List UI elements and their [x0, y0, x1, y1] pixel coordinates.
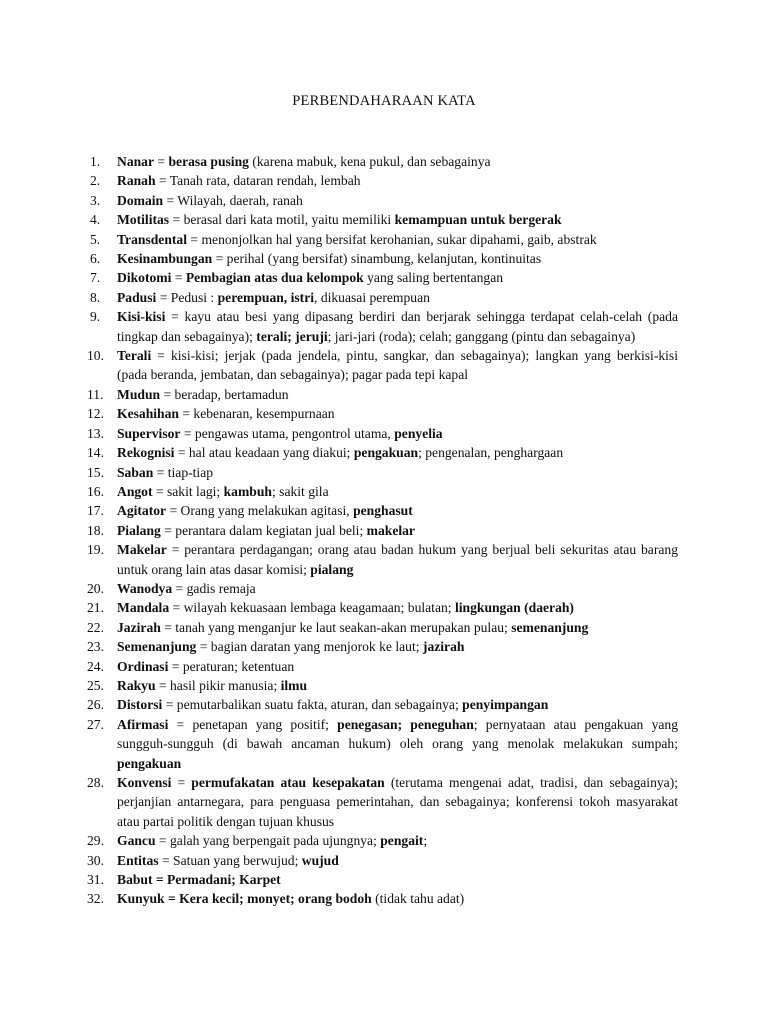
definition-text: = wilayah kekuasaan lembaga keagamaan; bulatan;: [169, 600, 455, 616]
definition-text: ;: [423, 833, 428, 849]
list-item: [90, 307, 678, 346]
bold-term: Domain: [117, 192, 164, 208]
definition-text: = tiap-tiap: [153, 464, 214, 480]
bold-term: penegasan; peneguhan: [337, 716, 474, 732]
item-number: 18.: [87, 522, 104, 538]
bold-term: Transdental: [117, 231, 187, 247]
bold-term: Supervisor: [117, 425, 181, 441]
bold-term: Ranah: [117, 173, 156, 189]
list-item: [87, 773, 679, 831]
item-number: 12.: [87, 406, 104, 422]
bold-term: Terali: [117, 348, 152, 364]
definition-text: ; pengenalan, penghargaan: [418, 445, 564, 461]
bold-term: Saban: [117, 464, 154, 480]
list-item: [90, 288, 678, 307]
bold-term: pialang: [310, 561, 354, 577]
item-number: 4.: [90, 212, 101, 228]
definition-text: (terutama mengenai adat, tradisi, dan sebagainya); perjanjian antarnegara, para penguasa pemerintahan, dan sebagainya; konferensi tokoh masyarakat atau partai politik dengan tujuan khusus: [117, 775, 679, 829]
list-item: [87, 463, 678, 482]
definition-text: = berasal dari kata motil, yaitu memiliki: [169, 212, 395, 228]
bold-term: Makelar: [117, 542, 167, 558]
item-number: 20.: [87, 580, 104, 596]
bold-term: wujud: [301, 852, 339, 868]
definition-text: =: [171, 775, 192, 790]
list-item: [87, 870, 678, 889]
definition-text: =: [154, 154, 169, 169]
item-number: 11.: [87, 386, 104, 402]
item-number: 1.: [90, 154, 101, 169]
list-item: [87, 579, 678, 598]
list-item: [90, 249, 678, 268]
vocabulary-list: [87, 152, 679, 909]
definition-text: (tidak tahu adat): [371, 891, 465, 907]
bold-term: pengakuan: [353, 445, 419, 461]
bold-term: Pialang: [117, 522, 161, 538]
bold-term: Angot: [117, 483, 153, 499]
list-item: [87, 598, 678, 617]
definition-text: = perihal (yang bersifat) sinambung, kelanjutan, kontinuitas: [212, 251, 542, 267]
item-number: 14.: [87, 445, 104, 461]
bold-term: Gancu: [117, 833, 156, 849]
item-number: 23.: [87, 639, 104, 655]
list-item: [87, 889, 678, 908]
bold-term: lingkungan (daerah): [454, 600, 574, 616]
bold-term: Rekognisi: [117, 445, 175, 461]
item-number: 24.: [87, 658, 104, 674]
definition-text: = pemutarbalikan suatu fakta, aturan, dan sebagainya;: [162, 697, 463, 713]
list-item: [87, 637, 678, 656]
definition-text: ; pernyataan atau pengakuan yang sungguh-sungguh (di bawah ancaman hukum) oleh orang yang menolak melakukan sumpah;: [117, 716, 678, 752]
list-item: [87, 443, 678, 462]
bold-term: Ordinasi: [117, 658, 169, 674]
bold-term: terali; jeruji: [256, 328, 328, 344]
definition-text: = Orang yang melakukan agitasi,: [166, 503, 354, 519]
item-number: 29.: [87, 833, 104, 849]
definition-text: = Tanah rata, dataran rendah, lembah: [155, 173, 361, 189]
list-item: [87, 657, 678, 676]
item-number: 26.: [87, 697, 104, 713]
definition-text: = Satuan yang berwujud;: [158, 852, 302, 868]
item-number: 15.: [87, 464, 104, 480]
item-number: 32.: [87, 891, 104, 907]
item-number: 30.: [87, 852, 104, 868]
item-number: 8.: [90, 289, 101, 305]
bold-term: Rakyu: [117, 677, 156, 693]
bold-term: pengait: [380, 833, 424, 849]
item-number: 27.: [87, 716, 104, 732]
bold-term: penyimpangan: [462, 697, 549, 713]
definition-text: = penetapan yang positif;: [168, 716, 338, 732]
definition-text: =: [171, 270, 186, 286]
definition-text: = hal atau keadaan yang diakui;: [174, 445, 354, 461]
bold-term: Nanar: [117, 154, 155, 169]
definition-text: = pengawas utama, pengontrol utama,: [180, 425, 395, 441]
list-item: [87, 482, 678, 501]
bold-term: pengakuan: [117, 755, 182, 771]
list-item: [87, 851, 678, 870]
list-item: [90, 230, 678, 249]
definition-text: = kebenaran, kesempurnaan: [178, 406, 335, 422]
bold-term: Afirmasi: [117, 716, 169, 732]
bold-term: Dikotomi: [117, 270, 172, 286]
bold-term: Kunyuk = Kera kecil; monyet; orang bodoh: [117, 891, 372, 907]
definition-text: ; sakit gila: [271, 483, 329, 499]
list-item: [87, 618, 678, 637]
definition-text: = kayu atau besi yang dipasang berdiri dan berjarak sehingga terdapat celah-celah (pada tingkap dan sebagainya);: [117, 309, 678, 344]
item-number: 5.: [90, 231, 101, 247]
bold-term: Semenanjung: [117, 639, 197, 655]
definition-text: = Pedusi :: [156, 289, 218, 305]
item-number: 21.: [87, 600, 104, 616]
list-item: [87, 501, 678, 520]
bold-term: berasa pusing: [168, 154, 249, 169]
bold-term: semenanjung: [511, 619, 589, 635]
definition-text: ; jari-jari (roda); celah; ganggang (pintu dan sebagainya): [327, 328, 636, 344]
definition-text: = gadis remaja: [172, 580, 256, 596]
bold-term: Konvensi: [117, 775, 172, 790]
bold-term: Wanodya: [117, 580, 173, 596]
bold-term: makelar: [366, 522, 415, 538]
bold-term: permufakatan atau kesepakatan: [191, 775, 385, 790]
bold-term: penyelia: [394, 425, 443, 441]
bold-term: Entitas: [117, 852, 159, 868]
bold-term: Distorsi: [117, 697, 163, 713]
list-item: [87, 424, 678, 443]
definition-text: = tanah yang menganjur ke laut seakan-akan merupakan pulau;: [160, 619, 512, 635]
list-item: [87, 695, 678, 714]
definition-text: = Wilayah, daerah, ranah: [163, 192, 303, 208]
item-number: 28.: [87, 775, 104, 790]
bold-term: Mandala: [117, 600, 170, 616]
definition-text: (karena mabuk, kena pukul, dan sebagainya: [248, 154, 491, 169]
item-number: 16.: [87, 483, 104, 499]
list-item: [87, 676, 678, 695]
document-title: PERBENDAHARAAN KATA: [292, 93, 476, 109]
item-number: 9.: [90, 309, 101, 325]
item-number: 2.: [90, 173, 101, 189]
bold-term: ilmu: [280, 677, 308, 693]
item-number: 13.: [87, 425, 104, 441]
list-item: [90, 171, 678, 190]
item-number: 25.: [87, 677, 104, 693]
definition-text: yang saling bertentangan: [363, 270, 504, 286]
list-item: [87, 404, 678, 423]
bold-term: Padusi: [117, 289, 157, 305]
item-number: 22.: [87, 619, 104, 635]
list-item: [87, 831, 678, 850]
bold-term: Agitator: [117, 503, 167, 519]
bold-term: perempuan, istri: [217, 289, 315, 305]
bold-term: Kesahihan: [117, 406, 179, 422]
bold-term: Mudun: [117, 386, 161, 402]
item-number: 10.: [87, 348, 104, 364]
item-number: 17.: [87, 503, 104, 519]
definition-text: = perantara dalam kegiatan jual beli;: [160, 522, 367, 538]
list-item: [87, 346, 678, 385]
list-item: [87, 715, 678, 773]
definition-text: = peraturan; ketentuan: [168, 658, 295, 674]
bold-term: Kisi-kisi: [117, 309, 166, 325]
item-number: 31.: [87, 872, 104, 888]
item-number: 3.: [90, 192, 101, 208]
item-number: 7.: [90, 270, 101, 286]
list-item: [87, 385, 678, 404]
definition-text: = sakit lagi;: [152, 483, 224, 499]
definition-text: = beradap, bertamadun: [160, 386, 289, 402]
definition-text: = menonjolkan hal yang bersifat kerohanian, sukar dipahami, gaib, abstrak: [187, 231, 597, 247]
bold-term: kemampuan untuk bergerak: [394, 212, 562, 228]
bold-term: Motilitas: [117, 212, 170, 228]
bold-term: Kesinambungan: [117, 251, 213, 267]
bold-term: Jazirah: [117, 619, 161, 635]
definition-text: = galah yang berpengait pada ujungnya;: [155, 833, 381, 849]
list-item: [87, 521, 678, 540]
bold-term: Babut = Permadani; Karpet: [117, 872, 281, 888]
list-item: [90, 191, 678, 210]
definition-text: = kisi-kisi; jerjak (pada jendela, pintu, sangkar, dan sebagainya); langkan yang berkisi-kisi (pada beranda, jembatan, dan sebagainya); pagar pada tepi kapal: [117, 348, 678, 383]
list-item: [87, 540, 678, 579]
item-number: 6.: [90, 251, 101, 267]
list-item: [90, 210, 678, 229]
definition-text: = perantara perdagangan; orang atau badan hukum yang berjual beli sekuritas atau barang untuk orang lain atas dasar komisi;: [117, 542, 678, 577]
bold-term: jazirah: [422, 639, 465, 655]
list-item: [90, 268, 678, 287]
bold-term: penghasut: [353, 503, 413, 519]
list-item: [90, 152, 678, 171]
definition-text: , dikuasai perempuan: [314, 289, 430, 305]
definition-text: = bagian daratan yang menjorok ke laut;: [196, 639, 423, 655]
definition-text: = hasil pikir manusia;: [155, 677, 281, 693]
bold-term: Pembagian atas dua kelompok: [185, 270, 364, 286]
bold-term: kambuh: [223, 483, 272, 499]
item-number: 19.: [87, 542, 104, 558]
